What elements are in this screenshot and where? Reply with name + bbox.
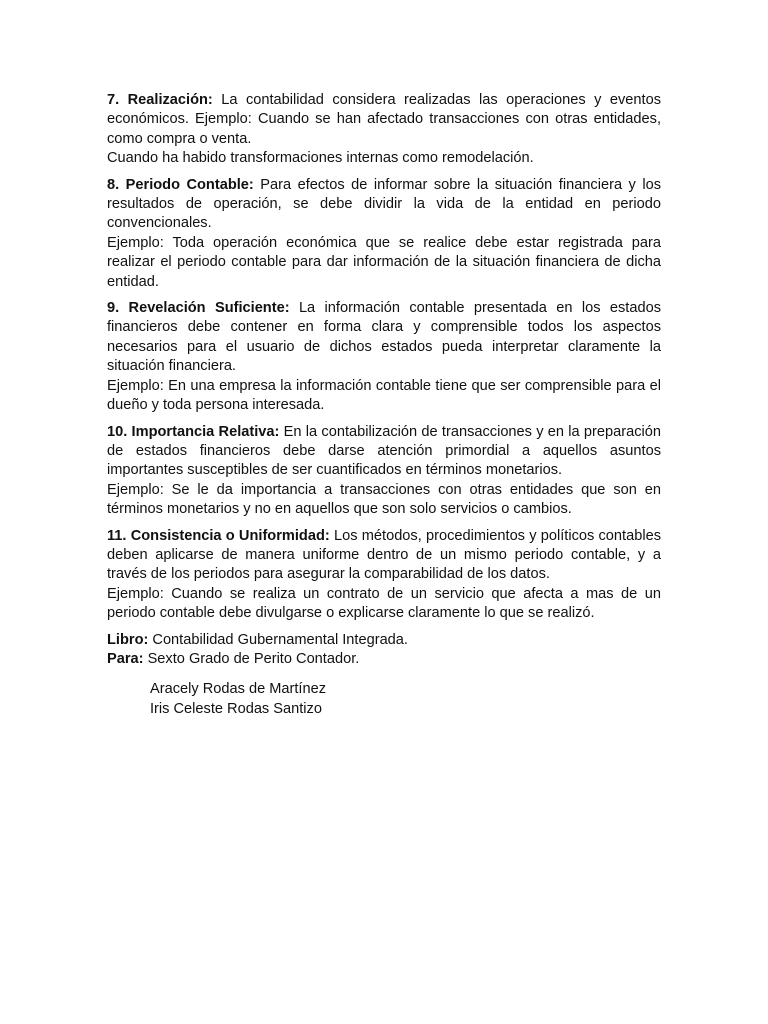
- book-label: Libro:: [107, 631, 149, 648]
- section-title: 10. Importancia Relativa:: [107, 423, 280, 440]
- section-lead: [107, 299, 661, 377]
- section-periodo-contable: [107, 176, 661, 292]
- document-page: [107, 91, 661, 719]
- section-extra: Cuando ha habido transformaciones internas como remodelación.: [107, 150, 534, 167]
- section-realizacion: [107, 91, 661, 169]
- section-body: Para efectos de informar sobre la situación financiera y los resultados de operación, se debe dividir la vida de la entidad en periodo convencionales.: [107, 176, 661, 232]
- section-title: 11. Consistencia o Uniformidad:: [107, 527, 330, 544]
- section-title: 7. Realización:: [107, 92, 213, 108]
- section-extra: Ejemplo: En una empresa la información contable tiene que ser comprensible para el dueño y toda persona interesada.: [107, 377, 661, 414]
- for-value: Sexto Grado de Perito Contador.: [147, 650, 360, 667]
- author-name: Iris Celeste Rodas Santizo: [150, 700, 322, 717]
- book-value: Contabilidad Gubernamental Integrada.: [152, 631, 408, 648]
- section-lead: [107, 91, 661, 149]
- section-consistencia: [107, 527, 661, 624]
- section-body: En la contabilización de transacciones y en la preparación de estados financieros debe darse atención primordial a aquellos asuntos importantes susceptibles de ser cuantificados en términos monetarios.: [107, 423, 661, 479]
- section-lead: [107, 423, 661, 481]
- section-lead: [107, 527, 661, 585]
- section-title: 9. Revelación Suficiente:: [107, 300, 290, 317]
- section-extra: Ejemplo: Cuando se realiza un contrato de un servicio que afecta a mas de un periodo contable debe divulgarse o explicarse claramente lo que se realizó.: [107, 585, 661, 622]
- author-name: Aracely Rodas de Martínez: [150, 681, 327, 698]
- section-body: La información contable presentada en los estados financieros debe contener en forma clara y comprensible todos los aspectos necesarios para el usuario de dichos estados pueda interpretar claramente la situación financiera.: [107, 300, 661, 375]
- section-lead: [107, 176, 661, 234]
- for-reference: [107, 650, 661, 669]
- section-body: La contabilidad considera realizadas las operaciones y eventos económicos. Ejemplo: Cuando se han afectado transacciones con otras entidades, como compra o venta.: [107, 92, 661, 147]
- section-importancia-relativa: [107, 423, 661, 520]
- section-revelacion-suficiente: [107, 299, 661, 415]
- book-reference: [107, 631, 661, 650]
- section-extra: Ejemplo: Se le da importancia a transacciones con otras entidades que son en términos monetarios y no en aquellos que son solo servicios o cambios.: [107, 481, 661, 518]
- section-title: 8. Periodo Contable:: [107, 176, 254, 193]
- section-body: Los métodos, procedimientos y políticos contables deben aplicarse de manera uniforme dentro de un mismo periodo contable, y a través de los periodos para asegurar la comparabilidad de los datos.: [107, 527, 661, 583]
- authors: [107, 680, 661, 719]
- section-extra: Ejemplo: Toda operación económica que se realice debe estar registrada para realizar el periodo contable para dar información de la situación financiera de dicha entidad.: [107, 234, 661, 290]
- references: [107, 631, 661, 670]
- for-label: Para:: [107, 650, 144, 667]
